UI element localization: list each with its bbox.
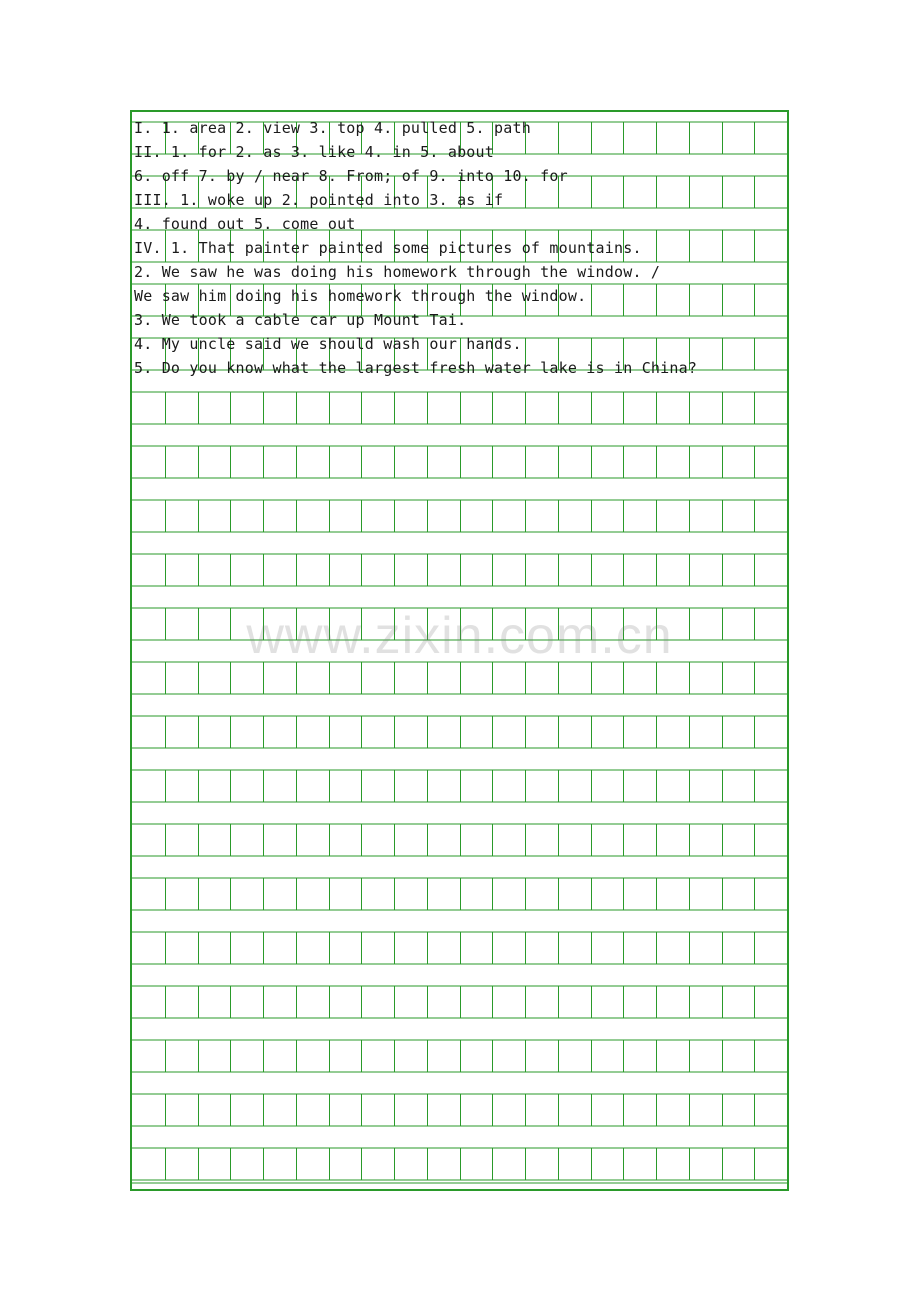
answer-line-9: 3. We took a cable car up Mount Tai. [134, 311, 467, 329]
answer-line-7: 2. We saw he was doing his homework through the window. / [134, 263, 661, 281]
watermark: www.zixin.com.cn [246, 607, 673, 665]
answer-line-10: 4. My uncle said we should wash our hands. [134, 335, 522, 353]
answer-grid-sheet [130, 110, 789, 1191]
answer-line-3: 6. off 7. by / near 8. From; of 9. into 10. for [134, 167, 568, 185]
answer-line-2: II. 1. for 2. as 3. like 4. in 5. about [134, 143, 494, 161]
answer-line-11: 5. Do you know what the largest fresh water lake is in China? [134, 359, 698, 377]
answer-line-4: III. 1. woke up 2. pointed into 3. as if [134, 191, 504, 209]
answer-line-1: I. 1. area 2. view 3. top 4. pulled 5. path [134, 119, 531, 137]
answer-line-5: 4. found out 5. come out [134, 215, 356, 233]
answer-line-6: IV. 1. That painter painted some pictures of mountains. [134, 239, 642, 257]
answer-text [134, 116, 787, 380]
answer-line-8: We saw him doing his homework through the window. [134, 287, 587, 305]
